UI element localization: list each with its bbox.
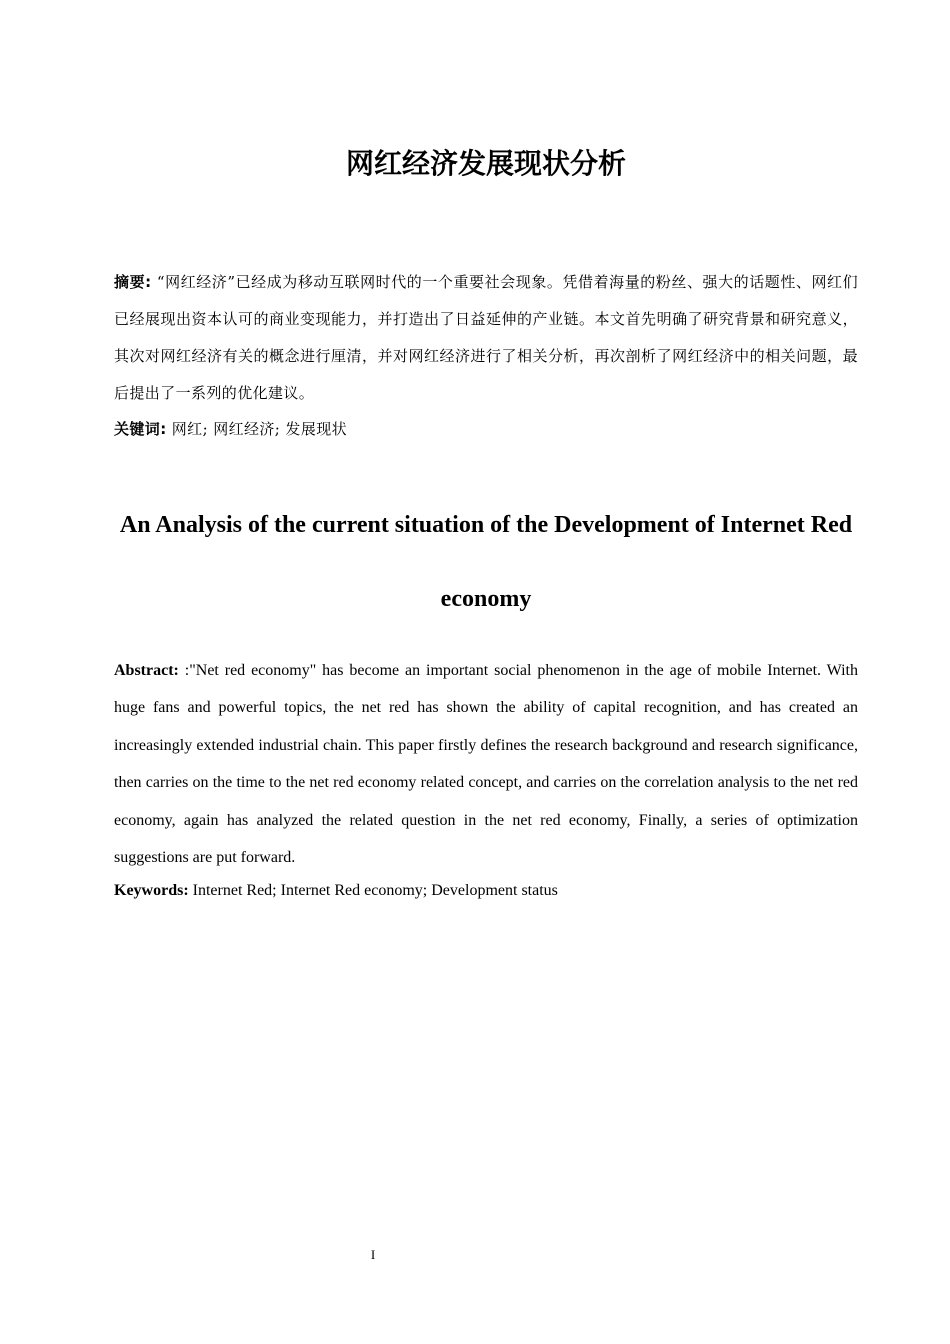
chinese-keywords <box>114 416 858 442</box>
chinese-keywords-label: 关键词: <box>114 420 167 438</box>
english-abstract-label: Abstract: <box>114 662 179 679</box>
chinese-abstract <box>114 264 858 412</box>
english-keywords <box>114 879 858 903</box>
chinese-title: 网红经济发展现状分析 <box>345 147 626 180</box>
chinese-keywords-text: 网红; 网红经济; 发展现状 <box>171 420 348 438</box>
chinese-abstract-label: 摘要: <box>114 273 152 291</box>
english-abstract <box>114 652 858 876</box>
english-abstract-text: :"Net red economy" has become an important social phenomenon in the age of mobile Internet. With huge fans and powerful topics, the net red has shown the ability of capital recognition, and has created an increasingly extended industrial chain. This paper firstly defines the research background and research significance, then carries on the time to the net red economy related concept, and carries on the correlation analysis to the net red economy, again has analyzed the related question in the net red economy, Finally, a series of optimization suggestions are put forward. <box>114 662 859 867</box>
english-keywords-text: Internet Red; Internet Red economy; Development status <box>192 882 558 899</box>
page-number: I <box>370 1247 376 1262</box>
english-title: An Analysis of the current situation of the Development of Internet Red economy <box>119 512 853 612</box>
chinese-abstract-text: “网红经济”已经成为移动互联网时代的一个重要社会现象。凭借着海量的粉丝、强大的话题性、网红们已经展现出资本认可的商业变现能力，并打造出了日益延伸的产业链。本文首先明确了研究背景和研究意义，其次对网红经济有关的概念进行厘清，并对网红经济进行了相关分析，再次剖析了网红经济中的相关问题，最后提出了一系列的优化建议。 <box>114 273 858 402</box>
english-keywords-label: Keywords: <box>114 882 189 899</box>
